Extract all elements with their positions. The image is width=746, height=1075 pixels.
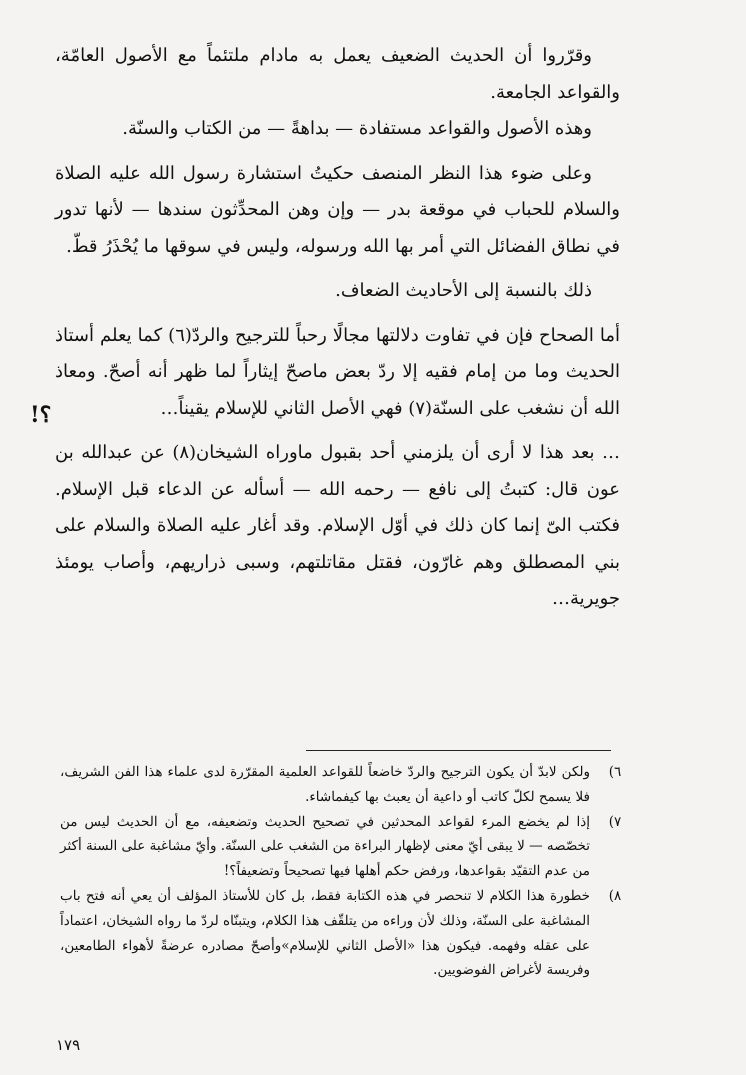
paragraph-6: … بعد هذا لا أرى أن يلزمني أحد بقبول ماوراه الشيخان(٨) عن عبدالله بن عون قال: كتبتُ إلى نافع — رحمه الله — أسأله عن الدعاء قبل الإسلام. فكتب الىّ إنما كان ذلك في أوّل الإسلام. وقد أغار عليه الصلاة والسلام على بني المصطلق وهم غارّون، فقتل مقاتلتهم، وسبى ذراريهم، وأصاب يومئذ جويرية… — [55, 442, 620, 609]
footnote — [60, 760, 640, 810]
paragraph-2: وهذه الأصول والقواعد مستفادة — بداهةً — من الكتاب والسنّة. — [122, 118, 592, 139]
footnote-text: إذا لم يخضع المرء لقواعد المحدثين في تصحيح الحديث وتضعيفه، مع أن الحديث ليس من تخصّصه — لا يبقى أيّ معنى لإظهار البراءة من الشغب على السنّة. وأيّ مشاغبة على السنة أكثر من عدم التقيّد بقواعدها، ورفض حكم أهلها فيها تصحيحاً وتضعيفاً؟! — [60, 813, 590, 880]
footnote-number: ٨) — [608, 887, 622, 904]
footnotes — [60, 760, 640, 983]
footnote-number: ٦) — [608, 764, 622, 780]
footnote-number: ٧) — [608, 813, 622, 830]
paragraph-5: أما الصحاح فإن في تفاوت دلالتها مجالًا رحباً للترجيح والردّ(٦) كما يعلم أستاذ الحديث وما من إمام فقيه إلا ردّ بعض ماصحّ إيثاراً لما ظهر أنه أصحّ. ومعاذ الله أن نشغب على السنّة(٧) فهي الأصل الثاني للإسلام يقيناً… — [55, 324, 621, 419]
footnote-divider — [306, 750, 611, 751]
paragraph-4: ذلك بالنسبة إلى الأحاديث الضعاف. — [335, 280, 592, 301]
footnote — [60, 810, 640, 884]
page-number: ١٧٩ — [56, 1036, 81, 1054]
margin-annotation: ؟! — [30, 402, 52, 428]
paragraph-1: وقرّروا أن الحديث الضعيف يعمل به مادام ملتئماً مع الأصول العامّة، والقواعد الجامعة. — [55, 45, 620, 103]
main-text — [55, 38, 620, 618]
paragraph-3: وعلى ضوء هذا النظر المنصف حكيتُ استشارة رسول الله عليه الصلاة والسلام للحباب في موقعة بدر — وإن وهن المحدِّثون سندها — لأنها تدور في نطاق الفضائل التي أمر بها الله ورسوله، وليس في سوقها ما يُحْذَرُ قطّ. — [55, 162, 620, 257]
footnote-text: ولكن لابدّ أن يكون الترجيح والردّ خاضعاً للقواعد العلمية المقرّرة لدى علماء هذا الفن الشريف، فلا يسمح لكلّ كاتب أو داعية أن يعبث بها كيفماشاء. — [60, 764, 590, 805]
footnote — [60, 884, 640, 983]
footnote-text: خطورة هذا الكلام لا تنحصر في هذه الكتابة فقط، بل كان للأستاذ المؤلف أن يعي أنه فتح باب المشاغبة على السنّة، وذلك لأن وراءه من يتلقّف هذا الكلام، ويتبنّاه لردّ ما رواه الشيخان، اعتماداً على عقله وفهمه. فيكون هذا «الأصل الثاني للإسلام»وأصحّ مصادره عرضةً لأهواء الطامعين، وفريسة لأغراض الفوضويين. — [60, 887, 590, 979]
